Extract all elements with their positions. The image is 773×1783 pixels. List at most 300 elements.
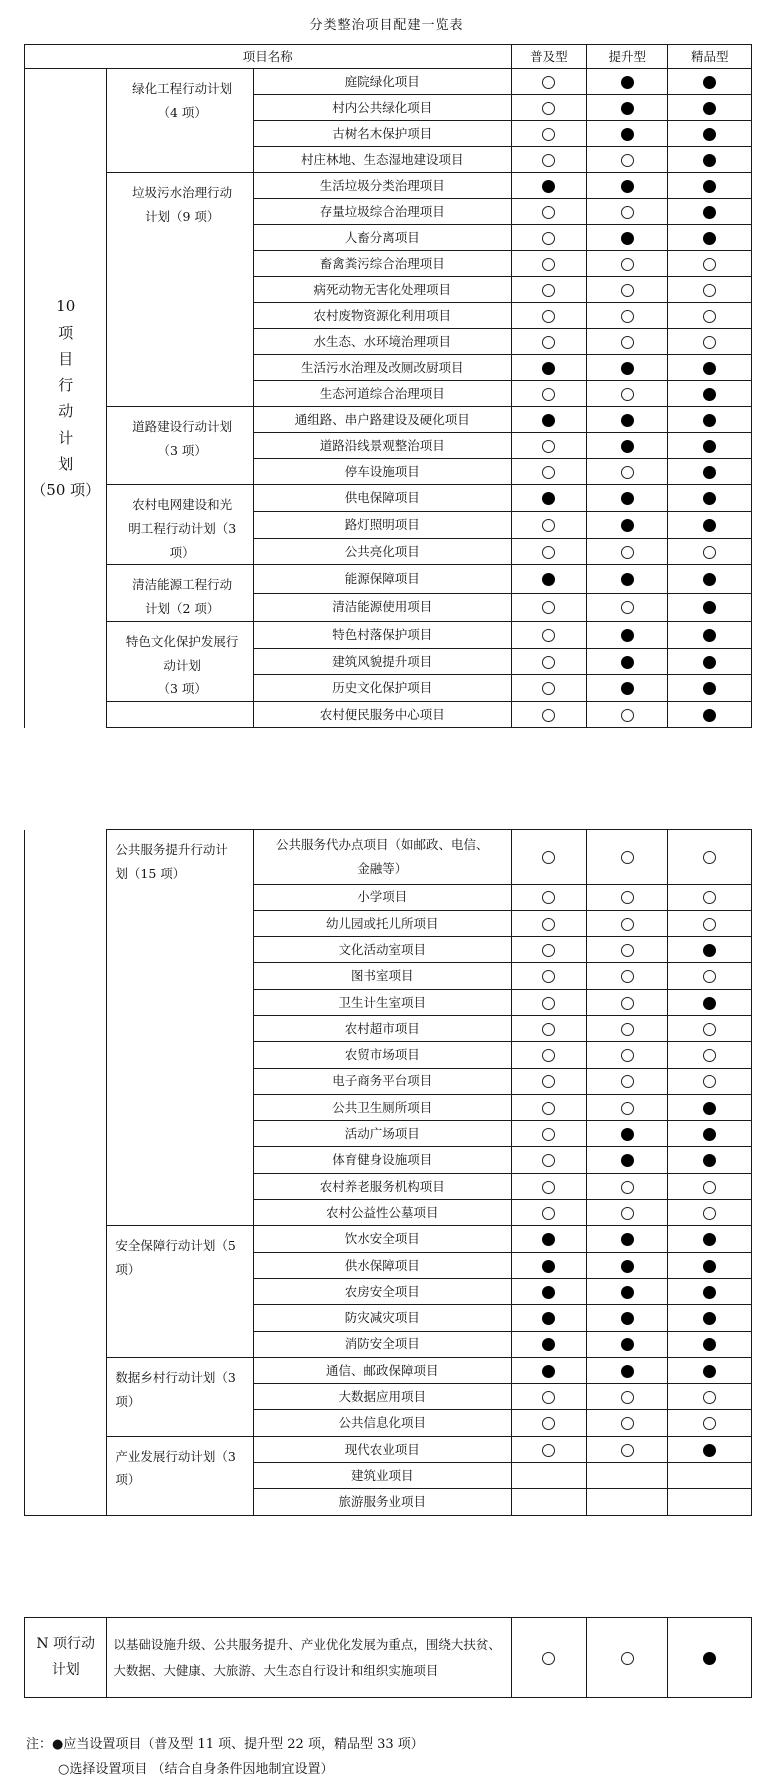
mark-cell: [668, 1094, 752, 1120]
mark-cell: [587, 303, 668, 329]
mark-cell: [587, 1200, 668, 1226]
open-circle-icon: [621, 1391, 634, 1404]
project-name: 畜禽粪污综合治理项目: [253, 251, 511, 277]
open-circle-icon: [542, 891, 555, 904]
mark-cell: [511, 1147, 587, 1173]
mark-cell: [587, 1015, 668, 1041]
mark-cell: [511, 675, 587, 702]
filled-circle-icon: [703, 709, 716, 722]
mark-cell: [511, 121, 587, 147]
mark-cell: [587, 511, 668, 538]
header-row: [25, 45, 752, 69]
open-circle-icon: [621, 1444, 634, 1457]
filled-circle-icon: [703, 466, 716, 479]
project-name: 村庄林地、生态湿地建设项目: [253, 147, 511, 173]
open-circle-icon: [621, 918, 634, 931]
mark-cell: [511, 251, 587, 277]
open-circle-icon: [621, 1102, 634, 1115]
mark-cell: [587, 1436, 668, 1462]
open-circle-icon: [542, 154, 555, 167]
open-circle-icon: [542, 1652, 555, 1665]
mark-cell: [511, 1618, 587, 1698]
mark-cell: [668, 225, 752, 251]
mark-cell: [668, 329, 752, 355]
open-circle-icon: [542, 206, 555, 219]
open-circle-icon: [703, 336, 716, 349]
project-name: 人畜分离项目: [253, 225, 511, 251]
filled-circle-icon: [621, 1312, 634, 1325]
mark-cell: [511, 1121, 587, 1147]
mark-cell: [587, 702, 668, 728]
mark-cell: [587, 95, 668, 121]
filled-circle-icon: [703, 492, 716, 505]
project-name: 道路沿线景观整治项目: [253, 433, 511, 459]
filled-circle-icon: [621, 102, 634, 115]
mark-cell: [511, 910, 587, 936]
mark-cell: [587, 910, 668, 936]
open-circle-icon: [542, 1049, 555, 1062]
open-circle-icon: [542, 1391, 555, 1404]
filled-circle-icon: [621, 1260, 634, 1273]
mark-cell: [668, 1384, 752, 1410]
mark-cell: [511, 1436, 587, 1462]
table-row: [25, 407, 752, 433]
table-row: [25, 565, 752, 593]
open-circle-icon: [621, 601, 634, 614]
table-row: [25, 485, 752, 512]
mark-cell: [668, 355, 752, 381]
open-circle-icon: [621, 206, 634, 219]
open-circle-icon: [542, 284, 555, 297]
group-label: 数据乡村行动计划（3 项）: [107, 1357, 254, 1436]
mark-cell: [668, 1042, 752, 1068]
mark-cell: [668, 381, 752, 407]
project-name: 防灾减灾项目: [253, 1305, 511, 1331]
mark-cell: [668, 147, 752, 173]
filled-circle-icon: [703, 656, 716, 669]
open-circle-icon: [621, 709, 634, 722]
group-label: 产业发展行动计划（3 项）: [107, 1436, 254, 1515]
filled-circle-icon: [621, 76, 634, 89]
project-name: 能源保障项目: [253, 565, 511, 593]
open-circle-icon: [542, 1102, 555, 1115]
mark-cell: [587, 1121, 668, 1147]
mark-cell: [668, 1121, 752, 1147]
filled-circle-icon: [621, 1154, 634, 1167]
open-circle-icon: [542, 944, 555, 957]
filled-circle-icon: [621, 629, 634, 642]
filled-circle-icon: [703, 682, 716, 695]
project-name: 农村便民服务中心项目: [253, 702, 511, 728]
filled-circle-icon: [621, 362, 634, 375]
open-circle-icon: [542, 466, 555, 479]
table-row: [25, 1357, 752, 1383]
mark-cell: [587, 1305, 668, 1331]
open-circle-icon: [621, 284, 634, 297]
project-name: 建筑风貌提升项目: [253, 648, 511, 675]
open-circle-icon: [621, 944, 634, 957]
filled-circle-icon: [621, 440, 634, 453]
mark-cell: [668, 910, 752, 936]
mark-cell: [587, 277, 668, 303]
project-name: 通组路、串户路建设及硬化项目: [253, 407, 511, 433]
mark-cell: [511, 381, 587, 407]
mark-cell: [587, 433, 668, 459]
project-name: 卫生计生室项目: [253, 989, 511, 1015]
mark-cell: [668, 251, 752, 277]
open-circle-icon: [703, 310, 716, 323]
open-circle-icon: [542, 601, 555, 614]
filled-circle-icon: [703, 102, 716, 115]
group-label: 道路建设行动计划 （3 项）: [107, 407, 254, 485]
mark-cell: [587, 485, 668, 512]
mark-cell: [668, 303, 752, 329]
open-circle-icon: [621, 1181, 634, 1194]
table-row: [25, 173, 752, 199]
open-circle-icon: [542, 997, 555, 1010]
mark-cell: [587, 963, 668, 989]
mark-cell: [587, 1173, 668, 1199]
mark-cell: [587, 1278, 668, 1304]
mark-cell: [668, 1068, 752, 1094]
table-row: [25, 69, 752, 95]
filled-circle-icon: [542, 1233, 555, 1246]
open-circle-icon: [621, 388, 634, 401]
mark-cell: [511, 1200, 587, 1226]
mark-cell: [587, 147, 668, 173]
project-name: 饮水安全项目: [253, 1226, 511, 1252]
mark-cell: [511, 1094, 587, 1120]
mark-cell: [587, 937, 668, 963]
n-plan-label: N 项行动 计划: [25, 1618, 107, 1698]
project-name: 清洁能源使用项目: [253, 593, 511, 621]
top-group-label: 10 项 目 行 动 计 划 （50 项）: [25, 69, 107, 728]
open-circle-icon: [542, 851, 555, 864]
open-circle-icon: [621, 1049, 634, 1062]
mark-cell: [511, 1357, 587, 1383]
filled-circle-icon: [703, 362, 716, 375]
mark-cell: [587, 884, 668, 910]
group-label: 清洁能源工程行动 计划（2 项）: [107, 565, 254, 622]
mark-cell: [587, 407, 668, 433]
open-circle-icon: [621, 1075, 634, 1088]
open-circle-icon: [542, 102, 555, 115]
project-name: 大数据应用项目: [253, 1384, 511, 1410]
filled-circle-icon: [703, 944, 716, 957]
mark-cell: [587, 1226, 668, 1252]
mark-cell: [587, 199, 668, 225]
mark-cell: [668, 675, 752, 702]
project-name: 病死动物无害化处理项目: [253, 277, 511, 303]
project-table-part-1: [24, 44, 752, 728]
mark-cell: [668, 1226, 752, 1252]
filled-circle-icon: [703, 154, 716, 167]
filled-circle-icon: [621, 1338, 634, 1351]
open-circle-icon: [703, 1075, 716, 1088]
mark-cell: [587, 830, 668, 885]
project-name: 供水保障项目: [253, 1252, 511, 1278]
mark-cell: [668, 830, 752, 885]
mark-cell: [511, 303, 587, 329]
table-row: [25, 1618, 752, 1698]
filled-circle-icon: [621, 492, 634, 505]
open-circle-icon: [621, 891, 634, 904]
filled-circle-icon: [703, 232, 716, 245]
filled-circle-icon: [703, 388, 716, 401]
table-row: [25, 702, 752, 728]
group-label: 特色文化保护发展行 动计划 （3 项）: [107, 621, 254, 701]
filled-circle-icon: [621, 656, 634, 669]
mark-cell: [511, 1384, 587, 1410]
open-circle-icon: [542, 519, 555, 532]
mark-cell: [511, 407, 587, 433]
project-name: 停车设施项目: [253, 459, 511, 485]
mark-cell: [511, 1463, 587, 1489]
mark-cell: [511, 225, 587, 251]
open-circle-icon: [621, 997, 634, 1010]
open-circle-icon: [621, 336, 634, 349]
mark-cell: [587, 1357, 668, 1383]
open-circle-icon: [542, 1417, 555, 1430]
mark-cell: [587, 1384, 668, 1410]
mark-cell: [511, 485, 587, 512]
filled-circle-icon: [621, 573, 634, 586]
filled-circle-icon: [703, 997, 716, 1010]
project-name: 村内公共绿化项目: [253, 95, 511, 121]
mark-cell: [587, 1618, 668, 1698]
header-project-name: 项目名称: [25, 45, 512, 69]
open-circle-icon: [703, 1049, 716, 1062]
table-row: [25, 621, 752, 648]
table-row: [25, 830, 752, 885]
filled-circle-icon: [703, 519, 716, 532]
mark-cell: [511, 1305, 587, 1331]
project-name: 庭院绿化项目: [253, 69, 511, 95]
group-label: [107, 702, 254, 728]
mark-cell: [511, 95, 587, 121]
open-circle-icon: [621, 1207, 634, 1220]
project-name: 生态河道综合治理项目: [253, 381, 511, 407]
filled-circle-icon: [703, 1338, 716, 1351]
project-name: 古树名木保护项目: [253, 121, 511, 147]
mark-cell: [511, 884, 587, 910]
open-circle-icon: [542, 656, 555, 669]
mark-cell: [511, 1226, 587, 1252]
open-circle-icon: [703, 891, 716, 904]
open-circle-icon: [542, 1154, 555, 1167]
filled-circle-icon: [703, 440, 716, 453]
filled-circle-icon: [703, 180, 716, 193]
mark-cell: [511, 459, 587, 485]
mark-cell: [668, 511, 752, 538]
project-name: 特色村落保护项目: [253, 621, 511, 648]
open-circle-icon: [621, 466, 634, 479]
mark-cell: [511, 702, 587, 728]
mark-cell: [668, 538, 752, 565]
mark-cell: [511, 1173, 587, 1199]
mark-cell: [668, 1015, 752, 1041]
mark-cell: [668, 1305, 752, 1331]
group-label: 绿化工程行动计划 （4 项）: [107, 69, 254, 173]
open-circle-icon: [542, 388, 555, 401]
mark-cell: [587, 1094, 668, 1120]
open-circle-icon: [542, 1181, 555, 1194]
mark-cell: [511, 621, 587, 648]
open-circle-icon: [703, 1207, 716, 1220]
filled-circle-icon: [621, 519, 634, 532]
project-name: 生活垃圾分类治理项目: [253, 173, 511, 199]
mark-cell: [668, 702, 752, 728]
project-name: 小学项目: [253, 884, 511, 910]
project-name: 路灯照明项目: [253, 511, 511, 538]
project-name: 历史文化保护项目: [253, 675, 511, 702]
note-optional: ○选择设置项目 （结合自身条件因地制宜设置）: [58, 1762, 334, 1778]
open-circle-icon: [542, 1075, 555, 1088]
mark-cell: [587, 1068, 668, 1094]
mark-cell: [587, 565, 668, 593]
mark-cell: [587, 1147, 668, 1173]
project-name: 农村公益性公墓项目: [253, 1200, 511, 1226]
open-circle-icon: [542, 310, 555, 323]
project-name: 公共卫生厕所项目: [253, 1094, 511, 1120]
filled-circle-icon: [703, 1154, 716, 1167]
mark-cell: [511, 963, 587, 989]
group-label: 安全保障行动计划（5 项）: [107, 1226, 254, 1357]
project-name: 供电保障项目: [253, 485, 511, 512]
open-circle-icon: [542, 1444, 555, 1457]
filled-circle-icon: [703, 1233, 716, 1246]
open-circle-icon: [703, 284, 716, 297]
project-name: 农村超市项目: [253, 1015, 511, 1041]
open-circle-icon: [542, 918, 555, 931]
mark-cell: [668, 963, 752, 989]
mark-cell: [511, 538, 587, 565]
note-required: 注：●应当设置项目（普及型 11 项、提升型 22 项，精品型 33 项）: [26, 1737, 424, 1752]
open-circle-icon: [542, 128, 555, 141]
mark-cell: [668, 1278, 752, 1304]
open-circle-icon: [542, 1128, 555, 1141]
mark-cell: [668, 989, 752, 1015]
table-row: [25, 1226, 752, 1252]
open-circle-icon: [542, 336, 555, 349]
filled-circle-icon: [542, 573, 555, 586]
open-circle-icon: [621, 546, 634, 559]
group-label: 垃圾污水治理行动 计划（9 项）: [107, 173, 254, 407]
mark-cell: [511, 1252, 587, 1278]
mark-cell: [511, 565, 587, 593]
mark-cell: [668, 593, 752, 621]
filled-circle-icon: [542, 1286, 555, 1299]
mark-cell: [587, 538, 668, 565]
mark-cell: [587, 1252, 668, 1278]
filled-circle-icon: [703, 1365, 716, 1378]
group-label: 公共服务提升行动计 划（15 项）: [107, 830, 254, 1226]
project-name: 公共服务代办点项目（如邮政、电信、 金融等）: [253, 830, 511, 885]
mark-cell: [587, 1042, 668, 1068]
project-name: 水生态、水环境治理项目: [253, 329, 511, 355]
mark-cell: [587, 381, 668, 407]
mark-cell: [668, 407, 752, 433]
filled-circle-icon: [703, 206, 716, 219]
project-name: 农村废物资源化利用项目: [253, 303, 511, 329]
filled-circle-icon: [703, 1444, 716, 1457]
filled-circle-icon: [621, 128, 634, 141]
open-circle-icon: [703, 1417, 716, 1430]
filled-circle-icon: [621, 232, 634, 245]
mark-cell: [511, 147, 587, 173]
mark-cell: [668, 1252, 752, 1278]
open-circle-icon: [621, 1023, 634, 1036]
mark-cell: [668, 199, 752, 225]
open-circle-icon: [703, 918, 716, 931]
project-name: 图书室项目: [253, 963, 511, 989]
mark-cell: [668, 937, 752, 963]
mark-cell: [587, 251, 668, 277]
table-row: [25, 1436, 752, 1462]
open-circle-icon: [542, 258, 555, 271]
mark-cell: [587, 69, 668, 95]
open-circle-icon: [703, 1181, 716, 1194]
mark-cell: [587, 593, 668, 621]
open-circle-icon: [621, 154, 634, 167]
project-name: 文化活动室项目: [253, 937, 511, 963]
mark-cell: [668, 1436, 752, 1462]
mark-cell: [511, 937, 587, 963]
mark-cell: [511, 989, 587, 1015]
mark-cell: [587, 459, 668, 485]
open-circle-icon: [703, 851, 716, 864]
open-circle-icon: [542, 629, 555, 642]
mark-cell: [511, 277, 587, 303]
project-name: 现代农业项目: [253, 1436, 511, 1462]
open-circle-icon: [621, 258, 634, 271]
open-circle-icon: [542, 682, 555, 695]
filled-circle-icon: [542, 1338, 555, 1351]
filled-circle-icon: [621, 682, 634, 695]
header-improved: 提升型: [587, 45, 668, 69]
mark-cell: [668, 1463, 752, 1489]
open-circle-icon: [703, 546, 716, 559]
mark-cell: [668, 277, 752, 303]
filled-circle-icon: [621, 414, 634, 427]
filled-circle-icon: [542, 492, 555, 505]
mark-cell: [668, 1173, 752, 1199]
filled-circle-icon: [703, 1312, 716, 1325]
mark-cell: [587, 1331, 668, 1357]
mark-cell: [668, 69, 752, 95]
mark-cell: [511, 329, 587, 355]
mark-cell: [511, 1489, 587, 1515]
filled-circle-icon: [542, 1312, 555, 1325]
mark-cell: [668, 565, 752, 593]
open-circle-icon: [621, 310, 634, 323]
mark-cell: [587, 989, 668, 1015]
filled-circle-icon: [703, 1102, 716, 1115]
filled-circle-icon: [542, 1365, 555, 1378]
filled-circle-icon: [703, 1652, 716, 1665]
open-circle-icon: [542, 709, 555, 722]
filled-circle-icon: [621, 180, 634, 193]
mark-cell: [511, 433, 587, 459]
mark-cell: [511, 648, 587, 675]
header-premium: 精品型: [668, 45, 752, 69]
open-circle-icon: [542, 1207, 555, 1220]
project-name: 建筑业项目: [253, 1463, 511, 1489]
top-group-continued: [25, 830, 107, 1516]
project-name: 体育健身设施项目: [253, 1147, 511, 1173]
group-label: 农村电网建设和光 明工程行动计划（3 项）: [107, 485, 254, 565]
mark-cell: [511, 1278, 587, 1304]
